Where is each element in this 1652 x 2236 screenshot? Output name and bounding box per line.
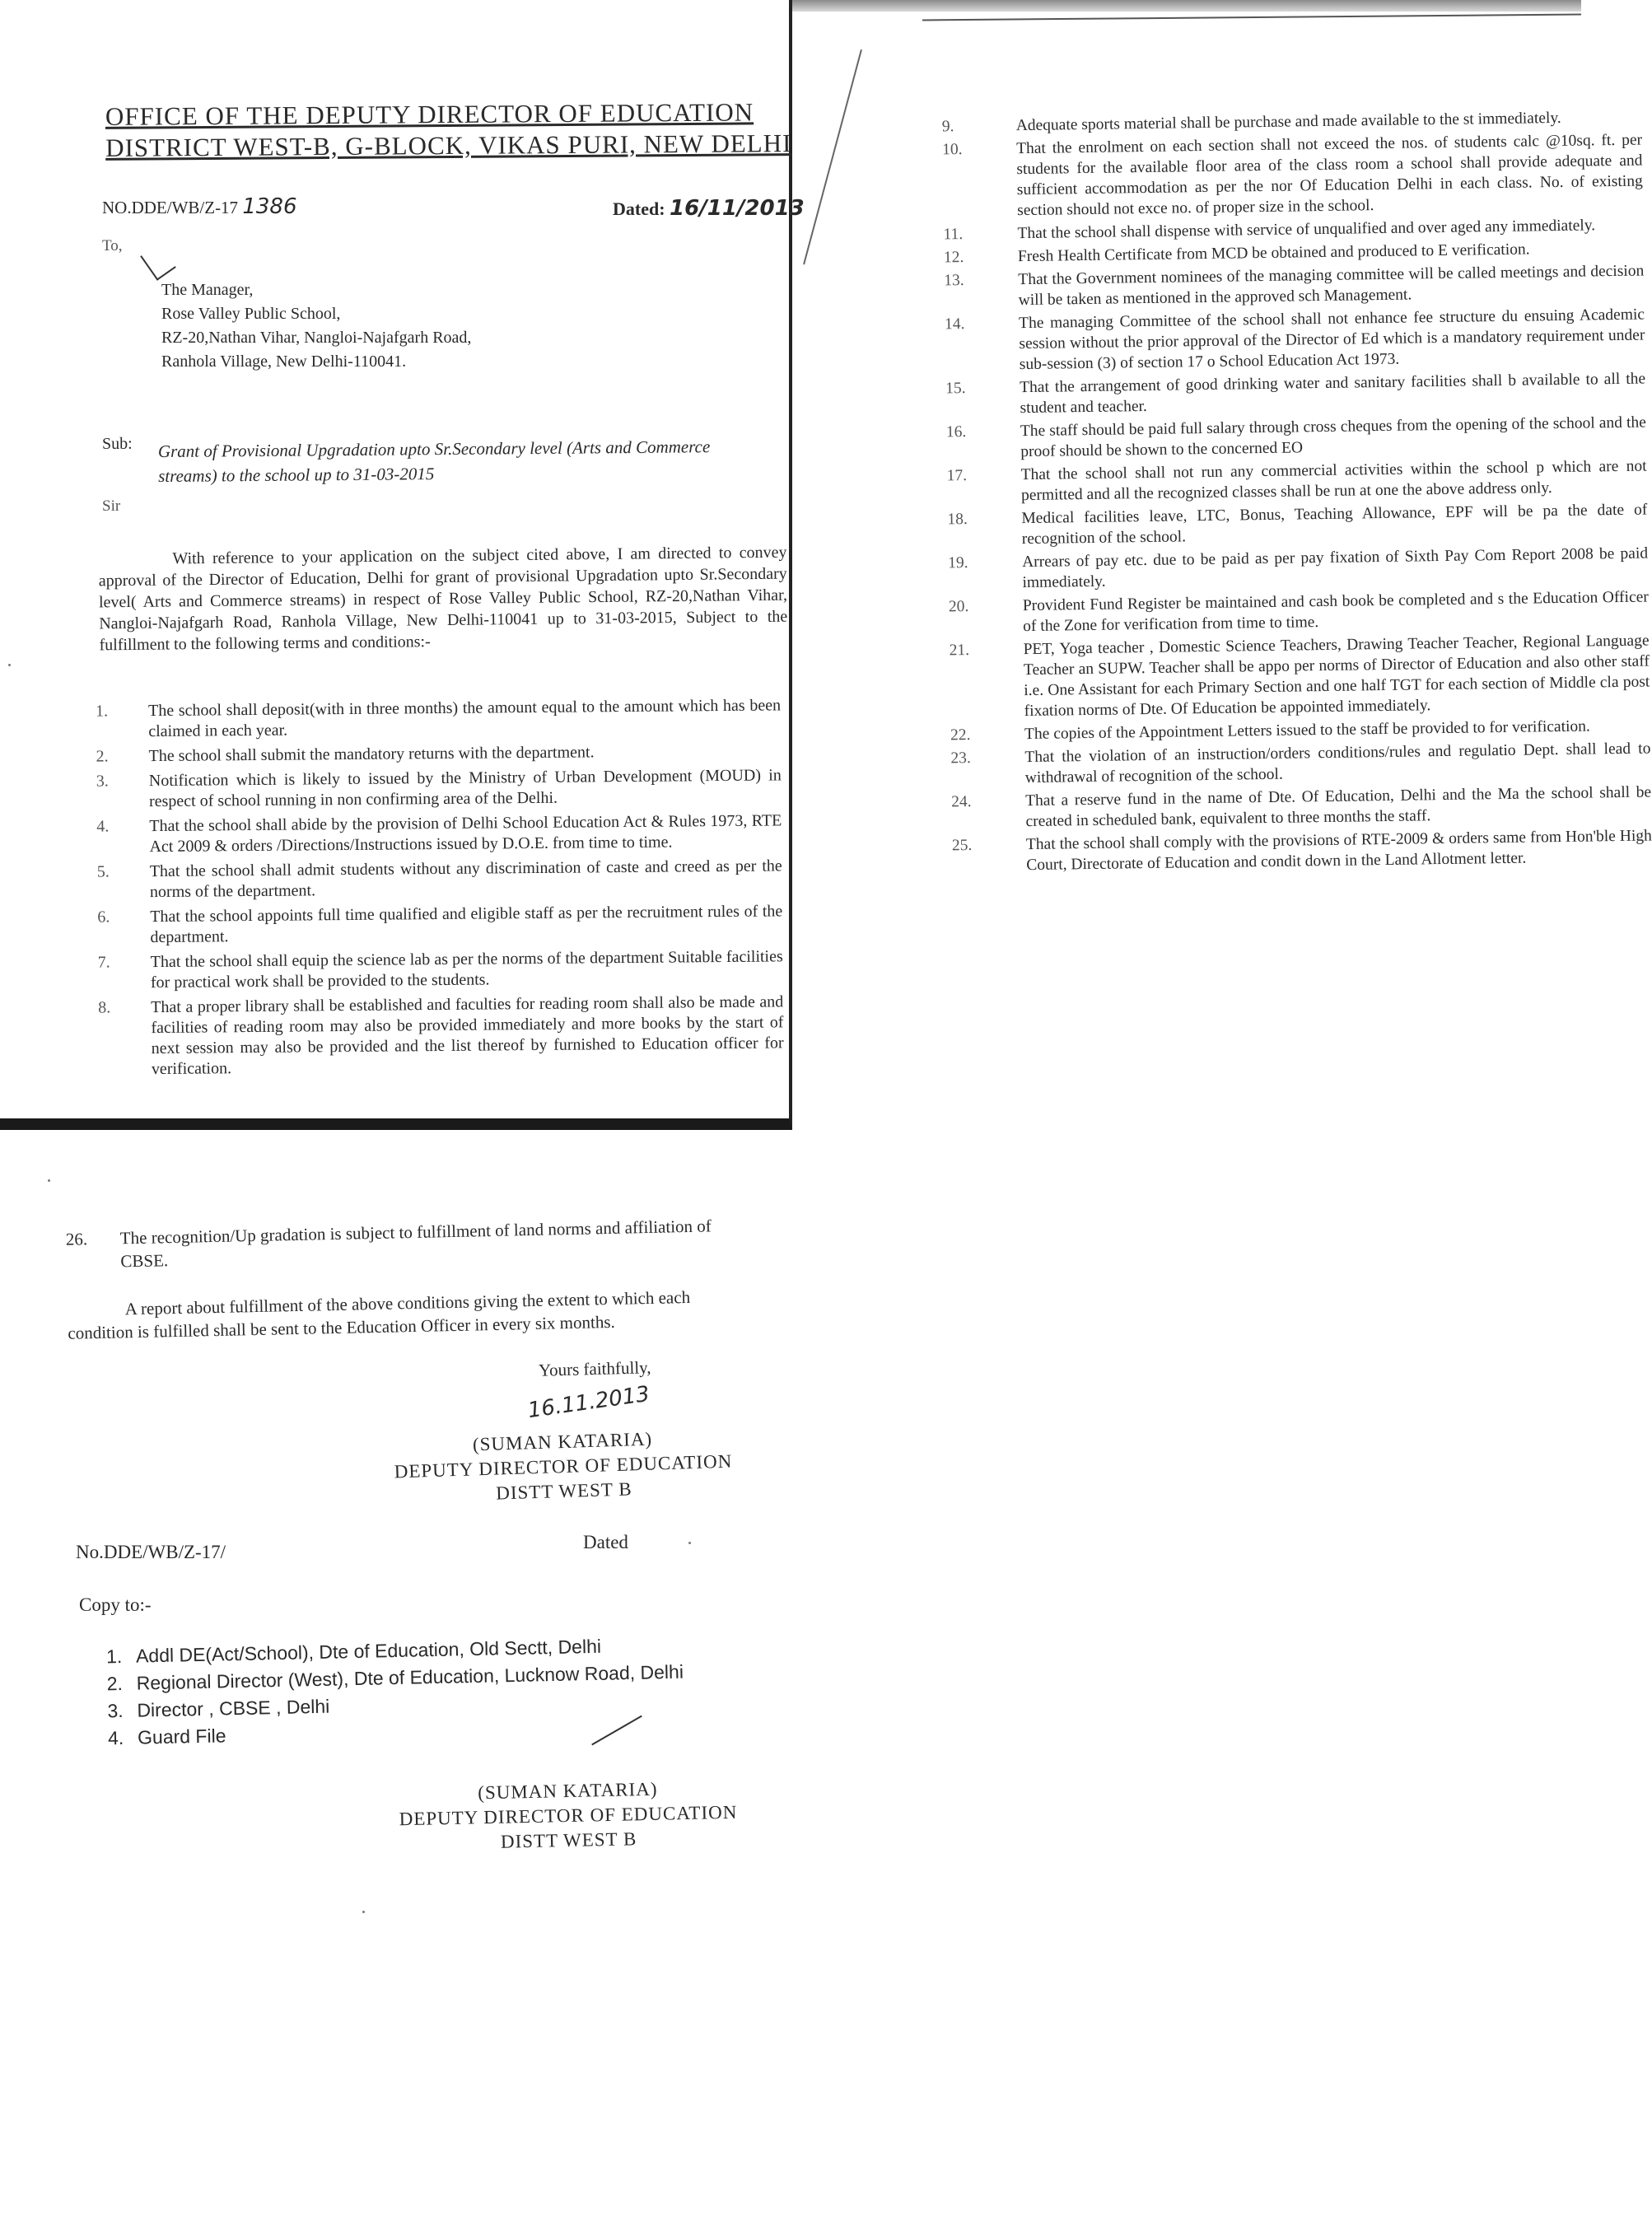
condition-number: 12. — [943, 249, 964, 267]
condition-number: 4. — [96, 817, 110, 836]
condition-item — [944, 306, 1645, 376]
copy-text: Guard File — [137, 1725, 226, 1748]
copy-number: 1. — [105, 1645, 123, 1668]
condition-item — [97, 856, 782, 903]
condition-text: That the school shall comply with the provisions of RTE-2009 & orders same from Hon'ble High Court, Directorate of Education and condit down in the Land Allotment letter. — [1025, 827, 1652, 875]
condition-item — [941, 131, 1643, 222]
condition-text: Adequate sports material shall be purchase and made available to the st immediately. — [1015, 109, 1561, 135]
condition-text: The recognition/Up gradation is subject to fulfillment of land norms and affiliation of CBSE. — [119, 1216, 712, 1272]
condition-number: 11. — [943, 226, 964, 244]
condition-item — [98, 992, 784, 1080]
address-line: Ranhola Village, New Delhi-110041. — [161, 352, 407, 371]
ref-no-handwritten: 1386 — [242, 194, 297, 219]
condition-number: 13. — [944, 272, 964, 290]
condition-item — [951, 827, 1652, 877]
condition-text: Fresh Health Certificate from MCD be obtained and produced to E verification. — [1017, 240, 1530, 266]
dated-handwritten: 16/11/2013 — [670, 196, 805, 221]
reference-number — [102, 194, 296, 219]
condition-number: 20. — [948, 598, 969, 616]
condition-text: That the school shall equip the science lab as per the norms of the department Suitable facilities for practical work shall be provided to the students. — [150, 947, 783, 992]
scan-speck — [362, 1911, 365, 1913]
signatory-name: (SUMAN KATARIA) — [477, 1778, 658, 1804]
scan-speck — [48, 1179, 50, 1182]
condition-number: 7. — [97, 953, 110, 972]
condition-number: 14. — [944, 315, 965, 334]
copy-text: Regional Director (West), Dte of Education, Lucknow Road, Delhi — [136, 1660, 684, 1694]
condition-number: 23. — [950, 749, 971, 768]
closing-yours-faithfully: Yours faithfully, — [538, 1357, 651, 1380]
signature-date: 16.11.2013 — [526, 1381, 651, 1424]
report-note: A report about fulfillment of the above conditions giving the extent to which each condition is fulfilled shall be sent to the Education Officer in every six months. — [68, 1286, 691, 1343]
intro-paragraph: With reference to your application on the subject cited above, I am directed to convey approval of the Director of Education, Delhi for grant of provisional Upgradation upto Sr.Secondary level( Arts and Commerce streams) in respect of Rose Valley Public School, RZ-20,Nathan Vihar, Nangloi-Najafgarh Road, Ranhola Village, New Delhi-110041 up to 31-03-2015, Subject to the fulfillment to the following terms and conditions:- — [98, 543, 788, 655]
salutation: Sir — [102, 497, 121, 515]
condition-text: That the school shall dispense with service of unqualified and over aged any immediately. — [1017, 217, 1596, 243]
condition-number: 25. — [951, 836, 973, 855]
condition-text: Provident Fund Register be maintained and cash book be completed and s the Education Officer of the Zone for verification from time to time. — [1022, 588, 1649, 636]
condition-number: 21. — [949, 642, 970, 660]
condition-text: Medical facilities leave, LTC, Bonus, Teaching Allowance, EPF will be pa the date of recognition of the school. — [1021, 501, 1648, 548]
condition-number: 2. — [96, 747, 109, 766]
signatory-designation: DEPUTY DIRECTOR OF EDUCATION — [399, 1801, 738, 1830]
condition-item-26 — [66, 1213, 758, 1274]
condition-number: 9. — [941, 118, 954, 136]
condition-item — [96, 765, 782, 812]
copy-to-list — [106, 1631, 685, 1753]
condition-number: 18. — [947, 511, 968, 529]
condition-number: 16. — [945, 423, 967, 441]
footer-signature-block — [362, 1775, 775, 1857]
condition-item — [946, 457, 1647, 507]
copy-number: 2. — [106, 1672, 124, 1695]
condition-text: Notification which is likely to issued by the Ministry of Urban Development (MOUD) in respect of school running in non confirming area of the Delhi. — [148, 766, 782, 811]
condition-item — [948, 588, 1649, 638]
condition-number: 3. — [96, 772, 109, 791]
scan-speck — [8, 664, 11, 666]
condition-number: 19. — [948, 554, 968, 572]
footer-dated: Dated — [583, 1532, 628, 1552]
condition-item — [944, 262, 1645, 312]
condition-number: 10. — [941, 141, 963, 159]
condition-text: The managing Committee of the school shall not enhance fee structure du ensuing Academic session without the prior approval of the Director of Ed which is a mandatory requirement under sub-session (3) of section 17 o School Education Act 1973. — [1018, 306, 1645, 374]
condition-text: That the enrolment on each section shall not exceed the nos. of students calc @10sq. ft. per students for the available floor area of the class room a school shall provide adequate and sufficient accommodation as per the nor Of Education Delhi in each class. No. of existing section should not exce no. of proper size in the school. — [1015, 131, 1643, 220]
condition-number: 17. — [946, 467, 968, 485]
condition-text: That the school shall abide by the provision of Delhi School Education Act & Rules 1973, RTE Act 2009 & orders /Directions/Instructions issued by D.O.E. from time to time. — [149, 811, 782, 857]
conditions-list-page-2 — [941, 108, 1652, 880]
condition-number: 8. — [98, 998, 111, 1017]
signatory-district: DISTT WEST B — [500, 1828, 637, 1852]
subject-text: Grant of Provisional Upgradation upto Sr.Secondary level (Arts and Commerce streams) to the school up to 31-03-2015 — [157, 436, 711, 487]
condition-text: That the school shall admit students without any discrimination of caste and creed as per the norms of the department. — [149, 857, 782, 902]
condition-item — [951, 783, 1652, 833]
condition-number: 6. — [97, 908, 110, 927]
footer-ref-number: No.DDE/WB/Z-17/ — [76, 1542, 226, 1562]
copy-text: Director , CBSE , Delhi — [137, 1695, 330, 1721]
scan-edge — [791, 0, 1581, 12]
condition-text: The staff should be paid full salary through cross cheques from the opening of the school and the proof should be shown to the concerned EO — [1020, 413, 1646, 461]
condition-text: That the arrangement of good drinking water and sanitary facilities shall b available to all the student and teacher. — [1020, 370, 1646, 418]
signatory-name: (SUMAN KATARIA) — [472, 1428, 653, 1455]
condition-item — [945, 413, 1646, 464]
signature-block — [365, 1423, 763, 1510]
copy-to-label: Copy to:- — [79, 1594, 152, 1615]
signatory-designation: DEPUTY DIRECTOR OF EDUCATION — [394, 1450, 733, 1482]
conditions-list-page-1 — [96, 695, 784, 1084]
condition-text: That a reserve fund in the name of Dte. Of Education, Delhi and the Ma the school shall be created in scheduled bank, equivalent to three months the staff. — [1025, 783, 1652, 831]
date-line — [613, 196, 805, 221]
condition-text: That the school appoints full time qualified and eligible staff as per the recruitment rules of the department. — [150, 902, 783, 947]
condition-number: 24. — [951, 793, 972, 811]
condition-item — [97, 901, 782, 948]
condition-number: 26. — [65, 1229, 88, 1249]
condition-text: PET, Yoga teacher , Domestic Science Teachers, Drawing Teacher Teacher, Regional Language Teacher an SUPW. Teacher shall be appo per norms of Director of Education and also other staff i.e. One Assistant for each Primary Section and one half TGT for each section of Middle cla post fixation norms of Dte. Of Education be appointed immediately. — [1023, 632, 1650, 721]
address-line: Rose Valley Public School, — [161, 305, 341, 323]
office-title — [105, 96, 798, 164]
page-two-top-edge — [922, 14, 1581, 21]
condition-number: 1. — [95, 702, 109, 721]
dated-label: Dated: — [613, 198, 665, 219]
condition-text: That a proper library shall be established and faculties for reading room shall also be made and facilities of reading room may also be provided immediately and more books by the start of next session may also be provided and the list thereof by furnished to Education officer for verification. — [151, 992, 784, 1079]
condition-number: 5. — [96, 862, 110, 881]
recipient-address — [161, 278, 471, 374]
condition-item — [945, 370, 1646, 420]
condition-text: The school shall deposit(with in three months) the amount equal to the amount which has been claimed in each year. — [147, 696, 782, 741]
pen-stroke — [803, 49, 862, 264]
ref-no-label: NO.DDE/WB/Z-17 — [102, 198, 239, 217]
condition-item — [947, 501, 1648, 551]
condition-item — [948, 544, 1649, 595]
address-line: RZ-20,Nathan Vihar, Nangloi-Najafgarh Road, — [161, 329, 472, 347]
signatory-district: DISTT WEST B — [495, 1478, 632, 1504]
condition-item — [950, 740, 1651, 790]
scan-speck — [688, 1542, 691, 1544]
copy-text: Addl DE(Act/School), Dte of Education, Old Sectt, Delhi — [135, 1635, 602, 1667]
copy-number: 3. — [107, 1699, 124, 1722]
condition-text: That the school shall not run any commercial activities within the school p which are not permitted and all the recognized classes shall be run at one the above address only. — [1020, 457, 1647, 505]
condition-text: The copies of the Appointment Letters issued to the staff be provided to for verification. — [1024, 717, 1590, 744]
office-line-1: OFFICE OF THE DEPUTY DIRECTOR OF EDUCATION — [105, 97, 754, 131]
condition-item — [96, 695, 781, 742]
condition-item — [96, 740, 781, 767]
condition-text: The school shall submit the mandatory returns with the department. — [148, 743, 595, 766]
copy-number: 4. — [107, 1726, 124, 1749]
condition-item — [96, 810, 782, 857]
condition-number: 22. — [950, 726, 971, 745]
condition-text: That the Government nominees of the managing committee will be called meetings and decision will be taken as mentioned in the approved sch Management. — [1018, 262, 1645, 310]
address-line: The Manager, — [161, 281, 254, 299]
to-label: To, — [102, 237, 123, 254]
condition-text: Arrears of pay etc. due to be paid as per pay fixation of Sixth Pay Com Report 2008 be paid immediately. — [1021, 544, 1649, 592]
office-line-2: DISTRICT WEST-B, G-BLOCK, VIKAS PURI, NEW DELHI — [105, 128, 792, 162]
condition-item — [98, 946, 783, 993]
condition-item — [949, 632, 1650, 723]
handwritten-signature — [525, 1375, 651, 1425]
subject-label: Sub: — [102, 435, 133, 453]
condition-number: 15. — [945, 380, 966, 398]
condition-text: That the violation of an instruction/orders conditions/rules and regulatio Dept. shall lead to withdrawal of recognition of the school. — [1024, 740, 1651, 787]
